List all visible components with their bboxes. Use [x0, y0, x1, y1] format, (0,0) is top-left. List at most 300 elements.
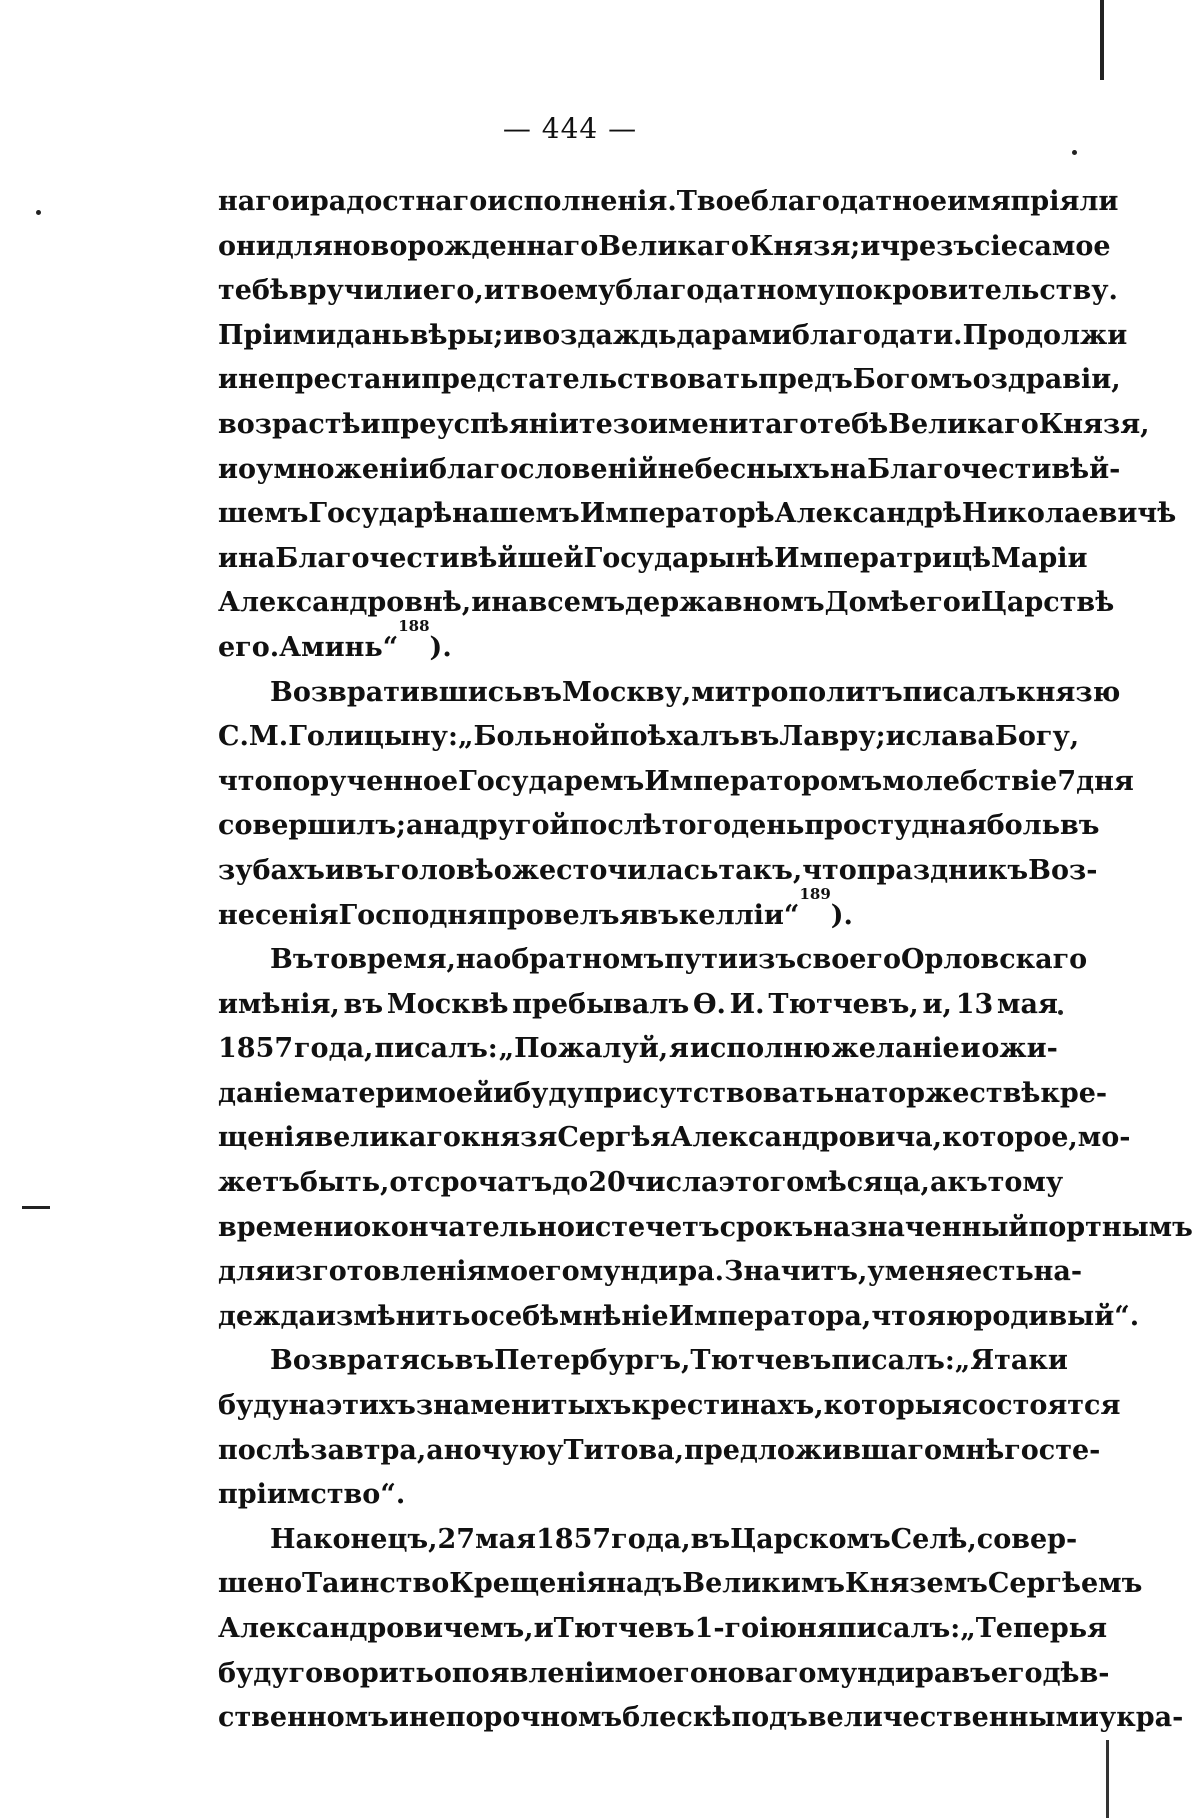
word: о — [470, 1300, 489, 1332]
text-line — [218, 537, 1088, 582]
word: и — [218, 542, 239, 574]
word: у — [867, 1256, 885, 1288]
word: благодатному — [615, 275, 836, 307]
punctuation: ). — [429, 631, 452, 663]
word: изготовленія — [274, 1256, 487, 1288]
word: Государынѣ — [583, 542, 775, 574]
word: а — [406, 810, 424, 842]
word: сіе — [974, 230, 1018, 262]
word: 27 — [437, 1523, 476, 1555]
word: Княземъ — [845, 1568, 988, 1600]
word: мая — [997, 988, 1058, 1020]
word: торжествѣ — [871, 1077, 1041, 1109]
text-line — [218, 849, 1098, 894]
word: которыя — [823, 1390, 962, 1422]
word: ственномъ — [218, 1702, 389, 1734]
word: матери — [300, 1077, 415, 1109]
text-line — [218, 616, 1058, 671]
word: окончательно — [353, 1211, 575, 1243]
word: а — [929, 1167, 948, 1199]
word: благодатное — [750, 186, 948, 217]
word: шемъ — [218, 498, 309, 530]
word: Александровнѣ, — [218, 587, 472, 619]
word: писалъ — [902, 676, 1017, 708]
word: такъ, — [718, 854, 803, 886]
word: къ — [947, 1167, 988, 1199]
word: и — [960, 1033, 981, 1065]
word: Государѣ — [308, 498, 453, 530]
word: въ — [690, 1523, 731, 1555]
word: мнѣ — [942, 1434, 1005, 1466]
word: Тютчевъ, — [768, 988, 919, 1020]
word: ожесточилась — [493, 854, 719, 886]
word: что — [802, 854, 857, 886]
word: они — [218, 230, 276, 262]
word: предложившаго — [684, 1434, 943, 1466]
word: мая — [475, 1523, 536, 1555]
word: Александровичемъ, — [218, 1613, 534, 1644]
word: 1857 — [218, 1033, 294, 1065]
word: праздникъ — [856, 854, 1029, 886]
word: говорить — [288, 1657, 434, 1689]
word: на — [288, 1390, 326, 1422]
word: желаніе — [831, 1033, 960, 1065]
word: до — [552, 1167, 589, 1199]
footnote-marker: 189 — [799, 884, 831, 903]
word: писалъ: — [836, 1613, 961, 1644]
text-line — [218, 448, 1121, 493]
word: несенія — [218, 899, 339, 931]
word: возрастѣ — [218, 408, 361, 440]
word: дня — [1076, 765, 1134, 797]
text-line — [218, 760, 1134, 805]
word: и — [471, 587, 492, 619]
word: здравіи, — [990, 364, 1121, 396]
word: провелъ — [487, 899, 620, 931]
word: Москву, — [562, 676, 692, 708]
word: на — [423, 810, 461, 842]
word: и — [860, 230, 881, 262]
word: время, — [348, 944, 456, 976]
word: Аминь“ — [279, 631, 399, 663]
word: надъ — [606, 1568, 683, 1600]
word: покровительству. — [835, 275, 1118, 307]
word: Богомъ — [852, 364, 973, 396]
word: Александровича, — [670, 1122, 943, 1154]
word: моего — [486, 1256, 580, 1288]
word: преуспѣяніи — [380, 408, 579, 440]
word: мѣсяца, — [804, 1167, 930, 1199]
page-edge-rule-bottom — [1106, 1740, 1109, 1818]
word: его — [990, 1657, 1043, 1689]
text-line — [218, 884, 1058, 939]
word: юродивый“. — [945, 1300, 1140, 1332]
word: и — [503, 319, 524, 351]
word: Тютчевъ — [553, 1613, 695, 1644]
word: князю — [1016, 676, 1121, 708]
word: слава — [905, 721, 995, 753]
word: Благочестивѣйшей — [275, 542, 584, 574]
word: крестинахъ, — [631, 1390, 824, 1422]
text-line — [218, 1473, 1058, 1518]
word: имѣнія, — [218, 988, 340, 1020]
text-line — [218, 1072, 1108, 1117]
word: зубахъ — [218, 854, 325, 886]
word: мундира. — [579, 1256, 724, 1288]
word: Лавру; — [779, 721, 886, 753]
word: въ — [344, 854, 385, 886]
ink-speck — [36, 210, 41, 215]
word: на — [491, 587, 529, 619]
text-line — [218, 1607, 1108, 1652]
word: въ — [639, 899, 679, 931]
word: на — [238, 542, 276, 574]
word: 1-го — [694, 1613, 760, 1644]
word: состоятся — [961, 1390, 1121, 1422]
word: новорожденнаго — [332, 230, 599, 262]
word: а — [426, 1434, 444, 1466]
word: и — [289, 186, 310, 217]
word: предъ — [758, 364, 853, 396]
word: быть, — [299, 1167, 390, 1199]
word: послѣ — [218, 1434, 311, 1466]
word: буду — [218, 1390, 289, 1422]
word: Селѣ, — [890, 1523, 977, 1555]
word: имя — [947, 186, 1011, 217]
word: я — [669, 1033, 689, 1065]
word: этого — [718, 1167, 805, 1199]
word: 1857 — [536, 1523, 612, 1555]
word: „Теперь — [960, 1613, 1088, 1644]
word: вѣры; — [409, 319, 504, 351]
word: Продолжи — [962, 319, 1128, 351]
text-line — [218, 581, 1115, 626]
word: Александрѣ — [774, 498, 962, 530]
word: и — [483, 275, 504, 307]
punctuation: ). — [830, 899, 853, 931]
word: князя — [460, 1122, 558, 1154]
word: срокъ — [719, 1211, 814, 1243]
word: Маріи — [991, 542, 1088, 574]
word: Сергѣя — [557, 1122, 671, 1154]
paragraph — [218, 938, 1193, 1339]
text-line — [218, 938, 1088, 983]
word: назначенный — [813, 1211, 1029, 1243]
word: пріимство“. — [218, 1479, 406, 1511]
word: Благочестивѣй- — [867, 453, 1121, 485]
word: другой — [460, 810, 570, 842]
word: Господня — [338, 899, 488, 931]
word: укра- — [1098, 1702, 1184, 1734]
word: тебѣ — [218, 275, 289, 307]
word: Ѳ. — [692, 988, 726, 1020]
word: молебствіе — [882, 765, 1058, 797]
word: умноженіи — [256, 453, 430, 485]
word: тебѣ — [817, 408, 889, 440]
word: и — [533, 1613, 554, 1644]
word: „Больной — [457, 721, 610, 753]
word: Сергѣемъ — [987, 1568, 1143, 1600]
word: Царствѣ — [980, 587, 1115, 619]
word: державномъ — [625, 587, 825, 619]
word: Возвратясь — [270, 1345, 455, 1377]
word: щенія — [218, 1122, 315, 1154]
word: и, — [922, 988, 952, 1020]
word: пути — [664, 944, 739, 976]
word: на — [455, 944, 494, 976]
word: въ — [739, 721, 780, 753]
text-line — [218, 1116, 1131, 1161]
word: М. — [248, 721, 289, 753]
word: іюня — [759, 1613, 837, 1644]
word: для — [275, 230, 333, 262]
word: „Я — [954, 1345, 995, 1377]
word: тому — [987, 1167, 1064, 1199]
word: таки — [994, 1345, 1068, 1377]
word: ожи- — [981, 1033, 1058, 1065]
word: измѣнить — [315, 1300, 471, 1332]
word: пріяли — [1010, 186, 1119, 217]
word: о — [238, 453, 257, 485]
word: того — [661, 810, 732, 842]
word: и — [493, 1077, 514, 1109]
word: Князя, — [1038, 408, 1150, 440]
word: и — [388, 1702, 409, 1734]
word: подъ — [731, 1702, 808, 1734]
word: мо- — [1077, 1122, 1131, 1154]
word: о — [433, 1657, 452, 1689]
word: не — [238, 364, 275, 396]
word: предстательствовать — [421, 364, 759, 396]
word: Великаго — [598, 230, 749, 262]
word: благословеній — [429, 453, 658, 485]
word: въ — [522, 676, 563, 708]
text-line — [218, 715, 1080, 760]
word: этихъ — [325, 1390, 416, 1422]
word: себѣ — [488, 1300, 560, 1332]
word: изъ — [738, 944, 797, 976]
word: порученное — [272, 765, 459, 797]
paragraph — [218, 180, 1177, 671]
word: и — [885, 721, 906, 753]
word: Государемъ — [458, 765, 645, 797]
word: Богу, — [994, 721, 1080, 753]
word: его. — [218, 631, 280, 663]
word: обратномъ — [493, 944, 665, 976]
ink-speck — [1072, 150, 1077, 155]
word: Императора, — [668, 1300, 872, 1332]
word: престани — [274, 364, 422, 396]
page-edge-rule — [1100, 0, 1104, 80]
word: исполню — [689, 1033, 831, 1065]
word: отсрочатъ — [389, 1167, 553, 1199]
word: мнѣніе — [559, 1300, 669, 1332]
word: своего — [796, 944, 901, 976]
word: 7 — [1057, 765, 1077, 797]
body-text — [218, 180, 1193, 1741]
text-line — [218, 1384, 1121, 1429]
footnote-marker: 188 — [398, 616, 430, 635]
word: Петербургъ, — [494, 1345, 691, 1377]
word: Царскомъ — [730, 1523, 891, 1555]
word: въ — [951, 1657, 991, 1689]
word: непорочномъ — [408, 1702, 623, 1734]
word: Николаевичѣ — [961, 498, 1177, 530]
word: жетъ — [218, 1167, 300, 1199]
text-line — [218, 403, 1150, 448]
word: вручили — [288, 275, 423, 307]
ink-speck — [1058, 1010, 1063, 1015]
word: кре- — [1040, 1077, 1108, 1109]
paragraph — [218, 1518, 1184, 1741]
word: Великимъ — [682, 1568, 846, 1600]
word: исполненія. — [487, 186, 677, 217]
text-line — [218, 1339, 1068, 1384]
word: я — [1087, 1613, 1108, 1644]
word: Князя; — [748, 230, 861, 262]
word: величественными — [807, 1702, 1099, 1734]
word: которое, — [942, 1122, 1078, 1154]
text-line — [218, 1206, 1193, 1251]
word: Императоромъ — [644, 765, 883, 797]
word: появленіи — [451, 1657, 615, 1689]
page-number: — 444 — — [502, 112, 638, 145]
word: буду — [218, 1657, 289, 1689]
text-line — [218, 269, 1118, 314]
word: то — [313, 944, 349, 976]
word: Возвратившись — [270, 676, 523, 708]
word: Значитъ, — [723, 1256, 868, 1288]
word: что — [871, 1300, 926, 1332]
text-line — [218, 358, 1121, 403]
word: въ — [343, 988, 384, 1020]
paragraph — [218, 1339, 1121, 1517]
text-line — [218, 804, 1100, 849]
word: благодати. — [791, 319, 963, 351]
word: госте- — [1004, 1434, 1101, 1466]
word: въ — [454, 1345, 495, 1377]
word: С. — [218, 721, 249, 753]
word: пребывалъ — [512, 988, 690, 1020]
word: послѣ — [569, 810, 662, 842]
word: Воз- — [1028, 854, 1098, 886]
word: и — [218, 453, 239, 485]
word: Въ — [270, 944, 314, 976]
word: тезоименитаго — [578, 408, 818, 440]
word: о — [972, 364, 991, 396]
word: нашемъ — [452, 498, 580, 530]
word: Домѣ — [824, 587, 910, 619]
paragraph — [218, 671, 1134, 939]
word: чрезъ — [880, 230, 975, 262]
word: я — [925, 1300, 946, 1332]
word: есть — [964, 1256, 1034, 1288]
word: воздаждь — [523, 319, 677, 351]
text-line — [218, 492, 1177, 537]
word: 13 — [955, 988, 994, 1020]
word: келліи“ — [678, 899, 800, 931]
word: Титова, — [563, 1434, 685, 1466]
word: буду — [513, 1077, 584, 1109]
word: и — [324, 854, 345, 886]
text-line — [218, 1295, 1140, 1340]
word: на — [834, 1077, 872, 1109]
word: его, — [422, 275, 484, 307]
word: и — [218, 364, 239, 396]
word: ночую — [443, 1434, 547, 1466]
text-line — [218, 1696, 1184, 1741]
word: его — [909, 587, 961, 619]
margin-mark — [22, 1206, 50, 1209]
word: что — [218, 765, 273, 797]
text-line — [218, 1027, 1058, 1072]
word: Императорѣ — [579, 498, 775, 530]
word: великаго — [314, 1122, 461, 1154]
word: Тютчевъ — [690, 1345, 832, 1377]
word: и — [360, 408, 381, 440]
word: митрополитъ — [691, 676, 903, 708]
word: завтра, — [310, 1434, 427, 1466]
word: Голицыну: — [288, 721, 458, 753]
word: у — [546, 1434, 564, 1466]
word: присутствовать — [583, 1077, 835, 1109]
word: головѣ — [384, 854, 494, 886]
text-line — [218, 671, 1121, 716]
word: „Пожалуй, — [498, 1033, 669, 1065]
word: наго — [218, 186, 290, 217]
text-line — [218, 983, 1058, 1028]
word: простудная — [804, 810, 987, 842]
word: Орловскаго — [900, 944, 1088, 976]
word: Москвѣ — [386, 988, 509, 1020]
word: Пріими — [218, 319, 337, 351]
word: дѣв- — [1042, 1657, 1110, 1689]
text-line — [218, 180, 1119, 225]
word: Императрицѣ — [774, 542, 991, 574]
text-line — [218, 1518, 1078, 1563]
word: для — [218, 1256, 275, 1288]
word: меня — [884, 1256, 965, 1288]
word: портнымъ — [1028, 1211, 1193, 1243]
text-line — [218, 1652, 1110, 1697]
word: Наконецъ, — [270, 1523, 438, 1555]
word: Твое — [676, 186, 751, 217]
word: новаго — [707, 1657, 817, 1689]
word: истечетъ — [574, 1211, 720, 1243]
word: 20 — [588, 1167, 626, 1199]
word: знаменитыхъ — [415, 1390, 632, 1422]
word: боль — [986, 810, 1061, 842]
text-line — [218, 1250, 1083, 1295]
word: твоему — [503, 275, 616, 307]
word: писалъ: — [831, 1345, 955, 1377]
word: совер- — [976, 1523, 1078, 1555]
word: радостнаго — [309, 186, 488, 217]
word: числа — [625, 1167, 719, 1199]
word: на- — [1033, 1256, 1083, 1288]
word: дарами — [676, 319, 792, 351]
word: писалъ: — [374, 1033, 498, 1065]
word: день — [731, 810, 805, 842]
text-line — [218, 225, 1111, 270]
word: поѣхалъ — [609, 721, 740, 753]
word: дежда — [218, 1300, 316, 1332]
word: шено — [218, 1568, 302, 1600]
word: самое — [1017, 230, 1111, 262]
word: даніе — [218, 1077, 301, 1109]
word: и — [960, 587, 981, 619]
word: года, — [611, 1523, 691, 1555]
